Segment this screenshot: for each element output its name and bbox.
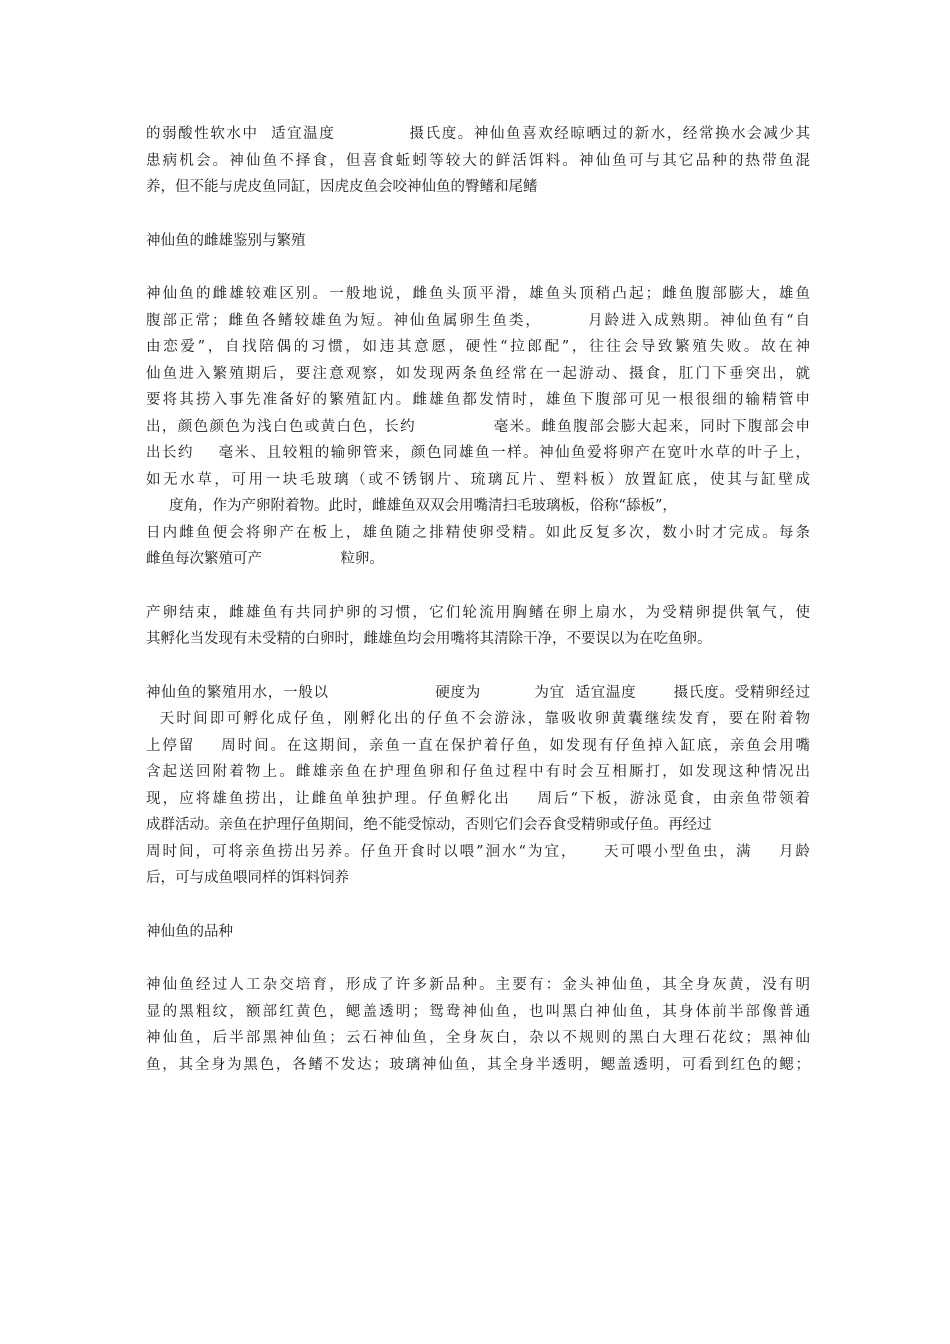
- text-line: 由恋爱”，自找陪偶的习惯，如违其意愿，硬性“拉郎配”，往往会导致繁殖失败。故在神: [146, 339, 810, 355]
- section-heading-varieties: 神仙鱼的品种: [146, 923, 233, 940]
- text-line: 显的黑粗纹，额部红黄色，鳃盖透明；鸳鸯神仙鱼，也叫黑白神仙鱼，其身体前半部像普通: [146, 1003, 810, 1020]
- text-line: 雌鱼每次繁殖可产 粒卵。: [146, 551, 384, 567]
- paragraph-breeding-water: [146, 680, 810, 892]
- paragraph-water-conditions: [146, 121, 810, 201]
- text-line: 日内雌鱼便会将卵产在板上，雄鱼随之排精使卵受精。如此反复多次，数小时才完成。每条: [146, 524, 810, 541]
- text-line: 腹部正常；雌鱼各鳍较雄鱼为短。神仙鱼属卵生鱼类， 月龄进入成熟期。神仙鱼有“自: [146, 312, 810, 329]
- text-line: 神仙鱼的繁殖用水，一般以 硬度为 为宜 适宜温度 摄氏度。受精卵经过: [146, 684, 810, 701]
- section-heading-breeding: 神仙鱼的雌雄鉴别与繁殖: [146, 232, 306, 249]
- text-line: 度角，作为产卵附着物。此时，雌雄鱼双双会用嘴清扫毛玻璃板，俗称“舔板”，: [146, 498, 677, 514]
- text-line: 患病机会。神仙鱼不择食，但喜食蚯蚓等较大的鲜活饵料。神仙鱼可与其它品种的热带鱼混: [146, 152, 810, 169]
- text-line: 仙鱼进入繁殖期后，要注意观察，如发现两条鱼经常在一起游动、摄食，肛门下垂突出，就: [146, 365, 810, 382]
- text-line: 出，颜色颜色为浅白色或黄白色，长约 毫米。雌鱼腹部会膨大起来，同时下腹部会申: [146, 418, 810, 435]
- text-line: 现，应将雄鱼捞出，让雌鱼单独护理。仔鱼孵化出 周后“下板，游泳觅食，由亲鱼带领着: [146, 790, 810, 807]
- paragraph-varieties: [146, 972, 810, 1078]
- text-line: 神仙鱼，后半部黑神仙鱼；云石神仙鱼，全身灰白，杂以不规则的黑白大理石花纹；黑神仙: [146, 1030, 810, 1046]
- text-line: 的弱酸性软水中 适宜温度 摄氏度。神仙鱼喜欢经晾晒过的新水，经常换水会减少其: [146, 126, 810, 142]
- paragraph-sex-identification: [146, 281, 810, 573]
- text-line: 周时间，可将亲鱼捞出另养。仔鱼开食时以喂”洄水“为宜， 天可喂小型鱼虫，满 月龄: [146, 843, 810, 860]
- document-body: [146, 121, 810, 1078]
- text-line: 成群活动。亲鱼在护理仔鱼期间，绝不能受惊动，否则它们会吞食受精卵或仔鱼。再经过: [146, 817, 712, 833]
- text-line: 养，但不能与虎皮鱼同缸，因虎皮鱼会咬神仙鱼的臀鳍和尾鳍: [146, 179, 538, 195]
- text-line: 含起送回附着物上。雌雄亲鱼在护理鱼卵和仔鱼过程中有时会互相厮打，如发现这种情况出: [146, 764, 810, 780]
- text-line: 鱼，其全身为黑色，各鳍不发达；玻璃神仙鱼，其全身半透明，鳃盖透明，可看到红色的鳃；: [146, 1056, 810, 1073]
- text-line: 上停留 周时间。在这期间，亲鱼一直在保护着仔鱼，如发现有仔鱼掉入缸底，亲鱼会用嘴: [146, 737, 810, 754]
- text-line: 后，可与成鱼喂同样的饵料饲养: [146, 870, 349, 886]
- paragraph-egg-care: [146, 600, 810, 653]
- text-line: 其孵化当发现有未受精的白卵时，雌雄鱼均会用嘴将其清除干净，不要误以为在吃鱼卵。: [146, 631, 712, 647]
- text-line: 要将其捞入事先准备好的繁殖缸内。雌雄鱼都发情时，雄鱼下腹部可见一根很细的输精管申: [146, 392, 810, 408]
- text-line: 神仙鱼的雌雄较难区别。一般地说，雌鱼头顶平滑，雄鱼头顶稍凸起；雌鱼腹部膨大，雄鱼: [146, 286, 810, 302]
- text-line: 天时间即可孵化成仔鱼，刚孵化出的仔鱼不会游泳，靠吸收卵黄囊继续发育，要在附着物: [146, 711, 810, 727]
- text-line: 如无水草，可用一块毛玻璃（或不锈钢片、琉璃瓦片、塑料板）放置缸底，使其与缸壁成: [146, 471, 810, 488]
- text-line: 神仙鱼经过人工杂交培育，形成了许多新品种。主要有：金头神仙鱼，其全身灰黄，没有明: [146, 977, 810, 993]
- text-line: 出长约 毫米、且较粗的输卵管来，颜色同雄鱼一样。神仙鱼爱将卵产在宽叶水草的叶子上，: [146, 445, 810, 461]
- text-line: 产卵结束，雌雄鱼有共同护卵的习惯，它们轮流用胸鳍在卵上扇水，为受精卵提供氧气，使: [146, 604, 810, 621]
